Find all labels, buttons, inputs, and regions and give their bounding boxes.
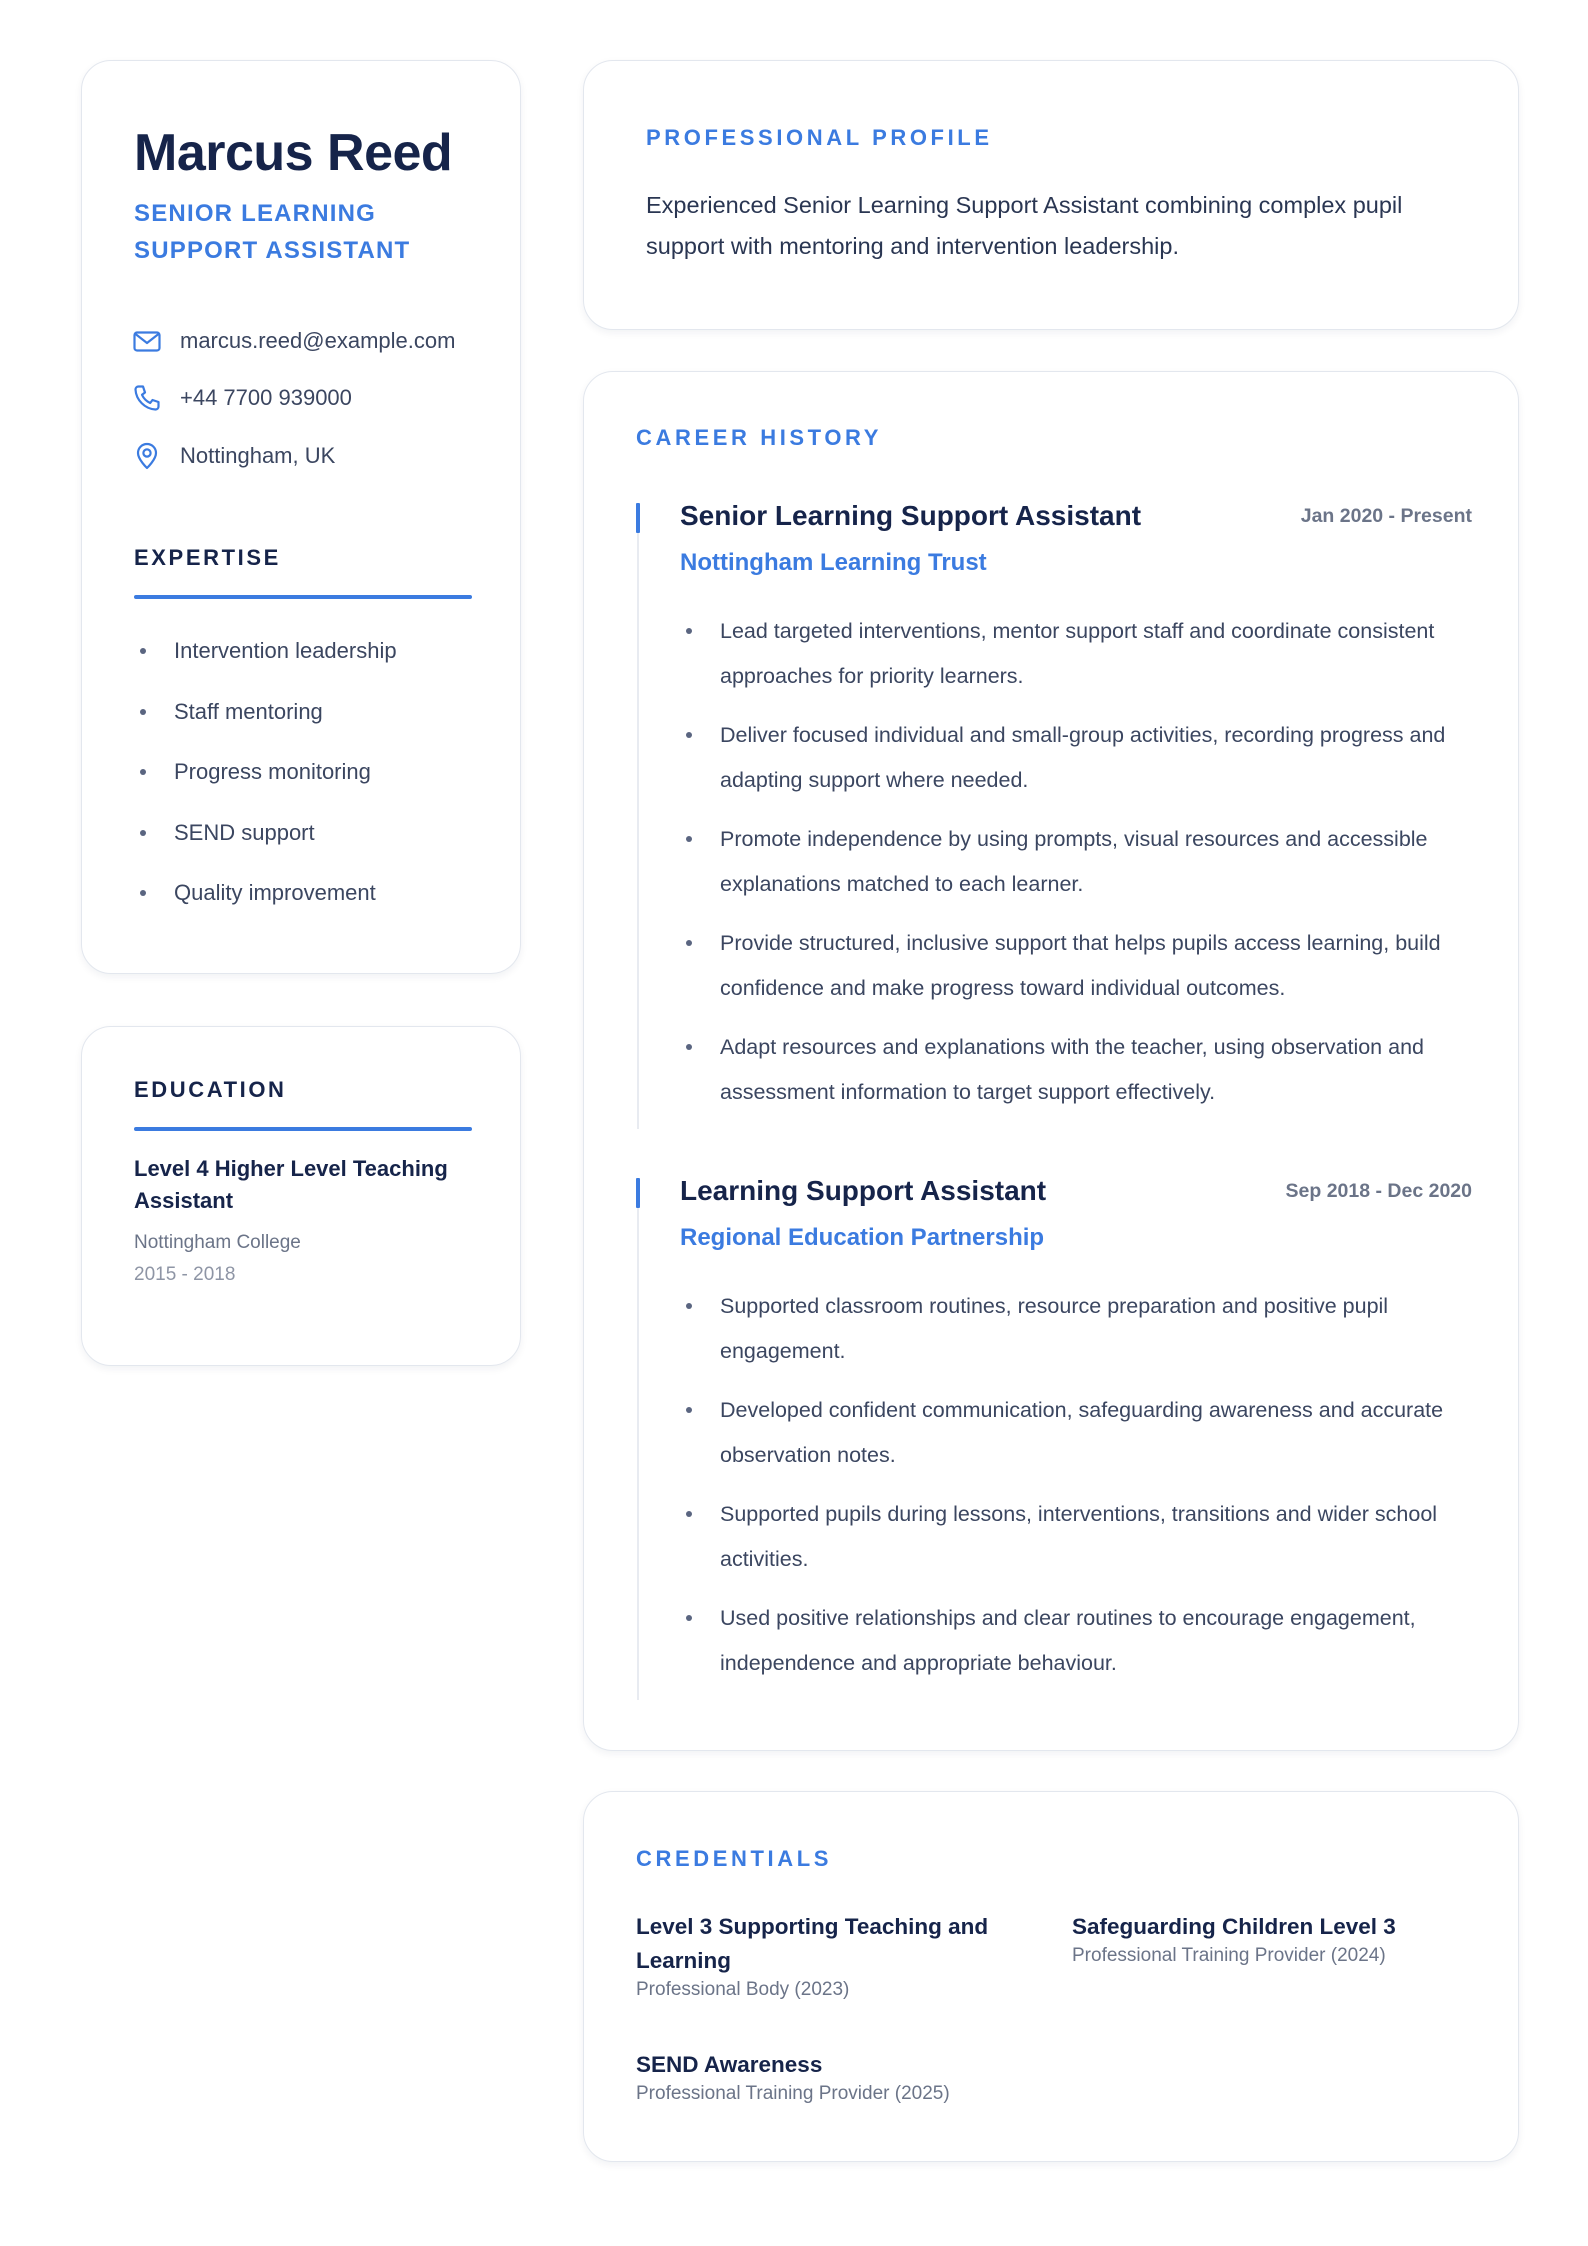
location-pin-icon <box>132 441 162 471</box>
credential-item <box>1072 1910 1472 1967</box>
contact-phone[interactable] <box>132 383 352 413</box>
mail-icon <box>132 326 162 356</box>
education-card <box>81 1026 521 1366</box>
list-item: Deliver focused individual and small-group activities, recording progress and adapting support where needed. <box>680 713 1472 802</box>
identity-card <box>81 60 521 974</box>
list-item: Supported classroom routines, resource preparation and positive pupil engagement. <box>680 1284 1472 1373</box>
contact-email[interactable] <box>132 326 455 356</box>
job-bullets <box>680 1284 1472 1700</box>
education-heading: EDUCATION <box>134 1077 287 1102</box>
credential-issuer: Professional Training Provider (2024) <box>1072 1945 1386 1966</box>
profile-summary: Experienced Senior Learning Support Assistant combining complex pupil support with mentoring and intervention leadership. <box>646 192 1403 259</box>
email-text: marcus.reed@example.com <box>180 328 456 353</box>
phone-text: +44 7700 939000 <box>180 385 352 410</box>
job-title: Learning Support Assistant <box>680 1175 1047 1206</box>
list-item: Lead targeted interventions, mentor support staff and coordinate consistent approaches for priority learners. <box>680 609 1472 698</box>
list-item: Intervention leadership <box>134 621 474 682</box>
list-item: SEND support <box>134 803 474 864</box>
career-card <box>583 371 1519 1751</box>
expertise-list <box>134 621 474 924</box>
job-accent-bar <box>636 503 640 533</box>
education-title: Level 4 Higher Level Teaching Assistant <box>134 1156 448 1213</box>
credential-issuer: Professional Training Provider (2025) <box>636 2083 950 2104</box>
credentials-heading: CREDENTIALS <box>636 1846 833 1871</box>
profile-heading: PROFESSIONAL PROFILE <box>646 125 993 150</box>
list-item: Used positive relationships and clear routines to encourage engagement, independence and appropriate behaviour. <box>680 1596 1472 1685</box>
list-item: Progress monitoring <box>134 742 474 803</box>
list-item: Developed confident communication, safeguarding awareness and accurate observation notes. <box>680 1388 1472 1477</box>
list-item: Promote independence by using prompts, visual resources and accessible explanations matched to each learner. <box>680 817 1472 906</box>
job-entry <box>636 500 1472 1123</box>
credentials-card <box>583 1791 1519 2162</box>
education-divider <box>134 1127 472 1131</box>
list-item: Quality improvement <box>134 863 474 924</box>
expertise-divider <box>134 595 472 599</box>
credential-item <box>636 2048 1026 2105</box>
career-heading: CAREER HISTORY <box>636 425 882 450</box>
expertise-heading: EXPERTISE <box>134 545 281 570</box>
job-title: Senior Learning Support Assistant <box>680 500 1142 531</box>
list-item: Adapt resources and explanations with the teacher, using observation and assessment information to target support effectively. <box>680 1025 1472 1114</box>
credential-item <box>636 1910 1026 2001</box>
job-timeline <box>637 533 639 1129</box>
job-dates: Jan 2020 - Present <box>1300 505 1472 527</box>
credential-issuer: Professional Body (2023) <box>636 1979 850 2000</box>
phone-icon <box>132 383 162 413</box>
education-school: Nottingham College <box>134 1232 301 1253</box>
candidate-role: SENIOR LEARNING SUPPORT ASSISTANT <box>134 200 411 264</box>
job-organization: Nottingham Learning Trust <box>680 549 987 576</box>
list-item: Provide structured, inclusive support that helps pupils access learning, build confidence and make progress toward individual outcomes. <box>680 921 1472 1010</box>
job-entry <box>636 1175 1472 1698</box>
job-organization: Regional Education Partnership <box>680 1224 1045 1251</box>
candidate-name: Marcus Reed <box>134 124 453 182</box>
job-accent-bar <box>636 1178 640 1208</box>
education-years: 2015 - 2018 <box>134 1264 236 1285</box>
credential-title: Safeguarding Children Level 3 <box>1072 1914 1396 1939</box>
contact-location <box>132 441 335 471</box>
list-item: Supported pupils during lessons, interventions, transitions and wider school activities. <box>680 1492 1472 1581</box>
job-dates: Sep 2018 - Dec 2020 <box>1285 1180 1472 1202</box>
profile-card <box>583 60 1519 330</box>
job-timeline <box>637 1208 639 1700</box>
location-text: Nottingham, UK <box>180 443 336 468</box>
credential-title: SEND Awareness <box>636 2052 823 2077</box>
credential-title: Level 3 Supporting Teaching and Learning <box>636 1914 989 1973</box>
list-item: Staff mentoring <box>134 682 474 743</box>
job-bullets <box>680 609 1472 1129</box>
